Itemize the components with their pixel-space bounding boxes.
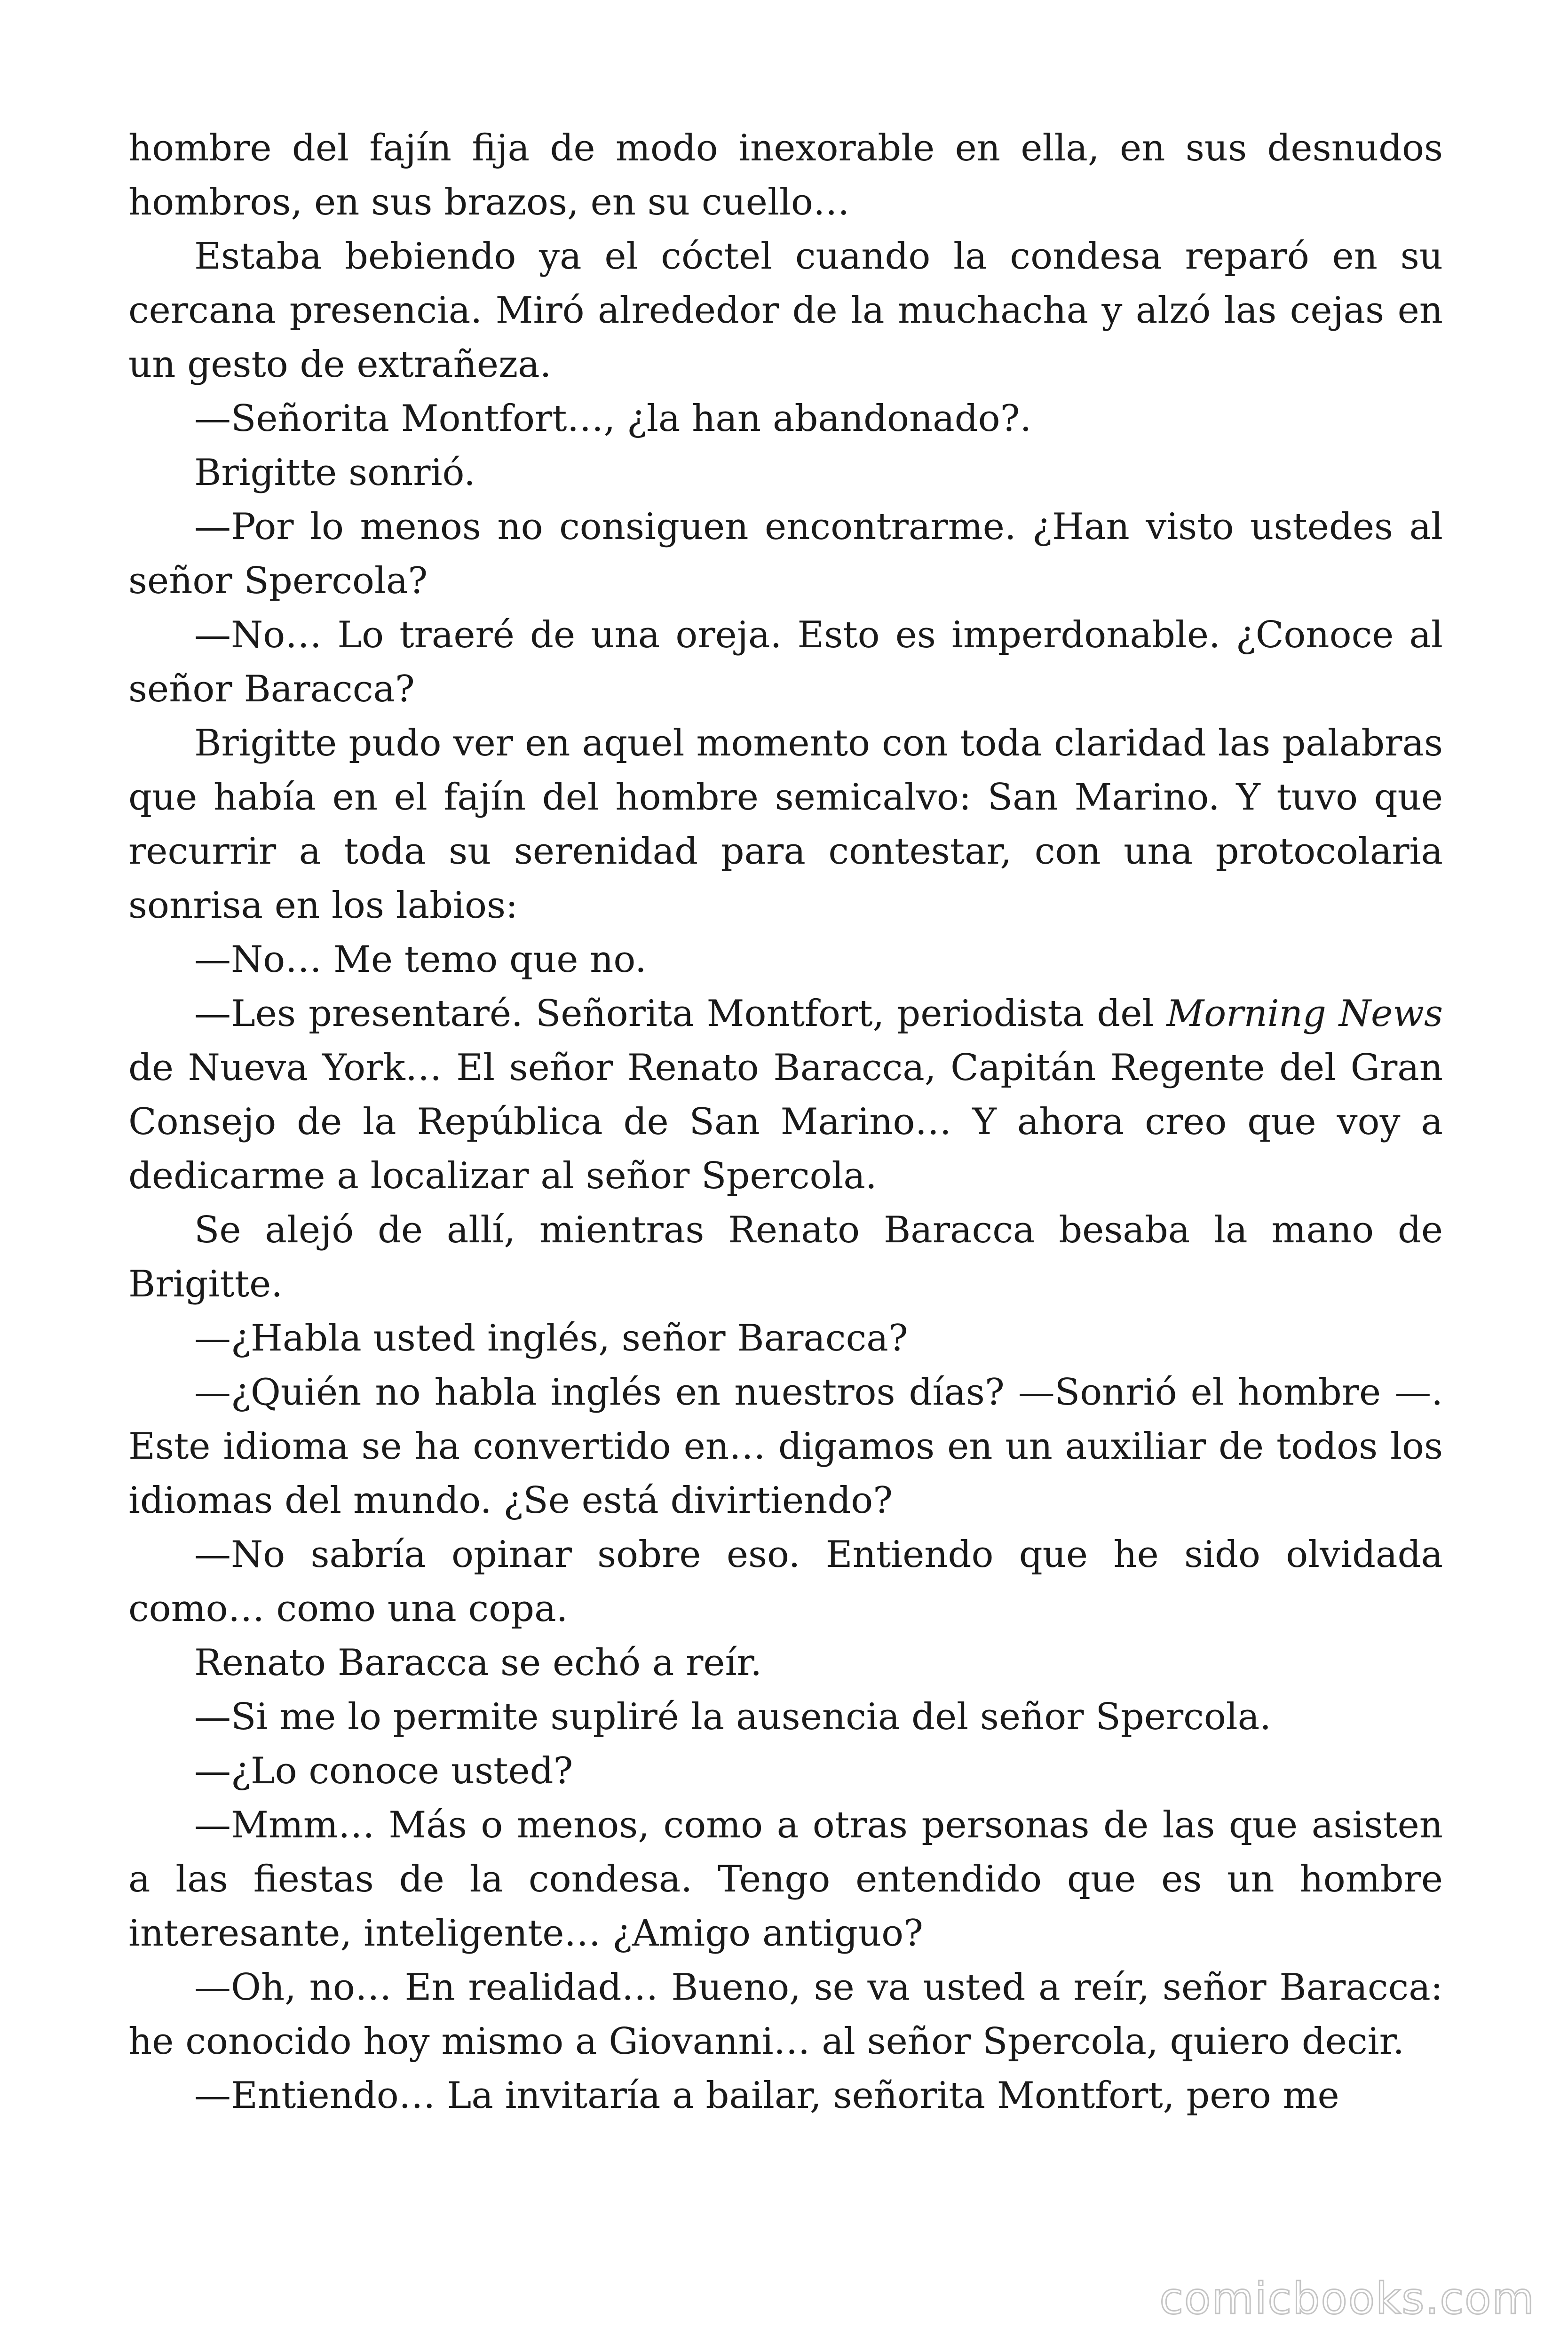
paragraph-5: —Por lo menos no consiguen encontrarme. ¿Han visto ustedes al señor Spercola? xyxy=(128,506,1443,602)
paragraph-19: —Entiendo… La invitaría a bailar, señorita Montfort, pero me xyxy=(194,2074,1339,2117)
paragraph-7: Brigitte pudo ver en aquel momento con toda claridad las palabras que había en el fajín del hombre semicalvo: San Marino. Y tuvo que recurrir a toda su serenidad para contestar, con una protocolaria sonrisa en los labios: xyxy=(128,722,1443,927)
paragraph-11: —¿Habla usted inglés, señor Baracca? xyxy=(194,1317,908,1359)
paragraph-6: —No… Lo traeré de una oreja. Esto es imperdonable. ¿Conoce al señor Baracca? xyxy=(128,614,1443,710)
paragraph-9-text-before: —Les presentaré. Señorita Montfort, periodista del xyxy=(194,993,1167,1035)
paragraph-2: Estaba bebiendo ya el cóctel cuando la condesa reparó en su cercana presencia. Miró alrededor de la muchacha y alzó las cejas en un gesto de extrañeza. xyxy=(128,235,1443,386)
watermark: comicbooks.com xyxy=(1159,2273,1535,2324)
paragraph-9-text-after: de Nueva York… El señor Renato Baracca, Capitán Regente del Gran Consejo de la República de San Marino… Y ahora creo que voy a dedicarme a localizar al señor Spercola. xyxy=(128,1047,1443,1197)
paragraph-16: —¿Lo conoce usted? xyxy=(194,1750,573,1792)
page-text xyxy=(128,121,1443,2123)
paragraph-12: —¿Quién no habla inglés en nuestros días? —Sonrió el hombre —. Este idioma se ha convertido en… digamos en un auxiliar de todos los idiomas del mundo. ¿Se está divirtiendo? xyxy=(128,1371,1443,1522)
paragraph-18: —Oh, no… En realidad… Bueno, se va usted a reír, señor Baracca: he conocido hoy mismo a Giovanni… al señor Spercola, quiero decir. xyxy=(128,1966,1443,2063)
paragraph-14: Renato Baracca se echó a reír. xyxy=(194,1642,762,1684)
newspaper-title: Morning News xyxy=(1166,993,1443,1035)
paragraph-17: —Mmm… Más o menos, como a otras personas de las que asisten a las fiestas de la condesa. Tengo entendido que es un hombre interesante, inteligente… ¿Amigo antiguo? xyxy=(128,1804,1443,1955)
paragraph-8: —No… Me temo que no. xyxy=(194,938,647,981)
paragraph-1: hombre del fajín fija de modo inexorable en ella, en sus desnudos hombros, en sus brazos, en su cuello… xyxy=(128,127,1443,223)
paragraph-10: Se alejó de allí, mientras Renato Baracca besaba la mano de Brigitte. xyxy=(128,1209,1443,1305)
paragraph-9 xyxy=(128,987,1443,1203)
paragraph-13: —No sabría opinar sobre eso. Entiendo que he sido olvidada como… como una copa. xyxy=(128,1534,1443,1630)
paragraph-3: —Señorita Montfort…, ¿la han abandonado?. xyxy=(194,397,1032,440)
paragraph-4: Brigitte sonrió. xyxy=(194,452,475,494)
paragraph-15: —Si me lo permite supliré la ausencia del señor Spercola. xyxy=(194,1696,1272,1738)
